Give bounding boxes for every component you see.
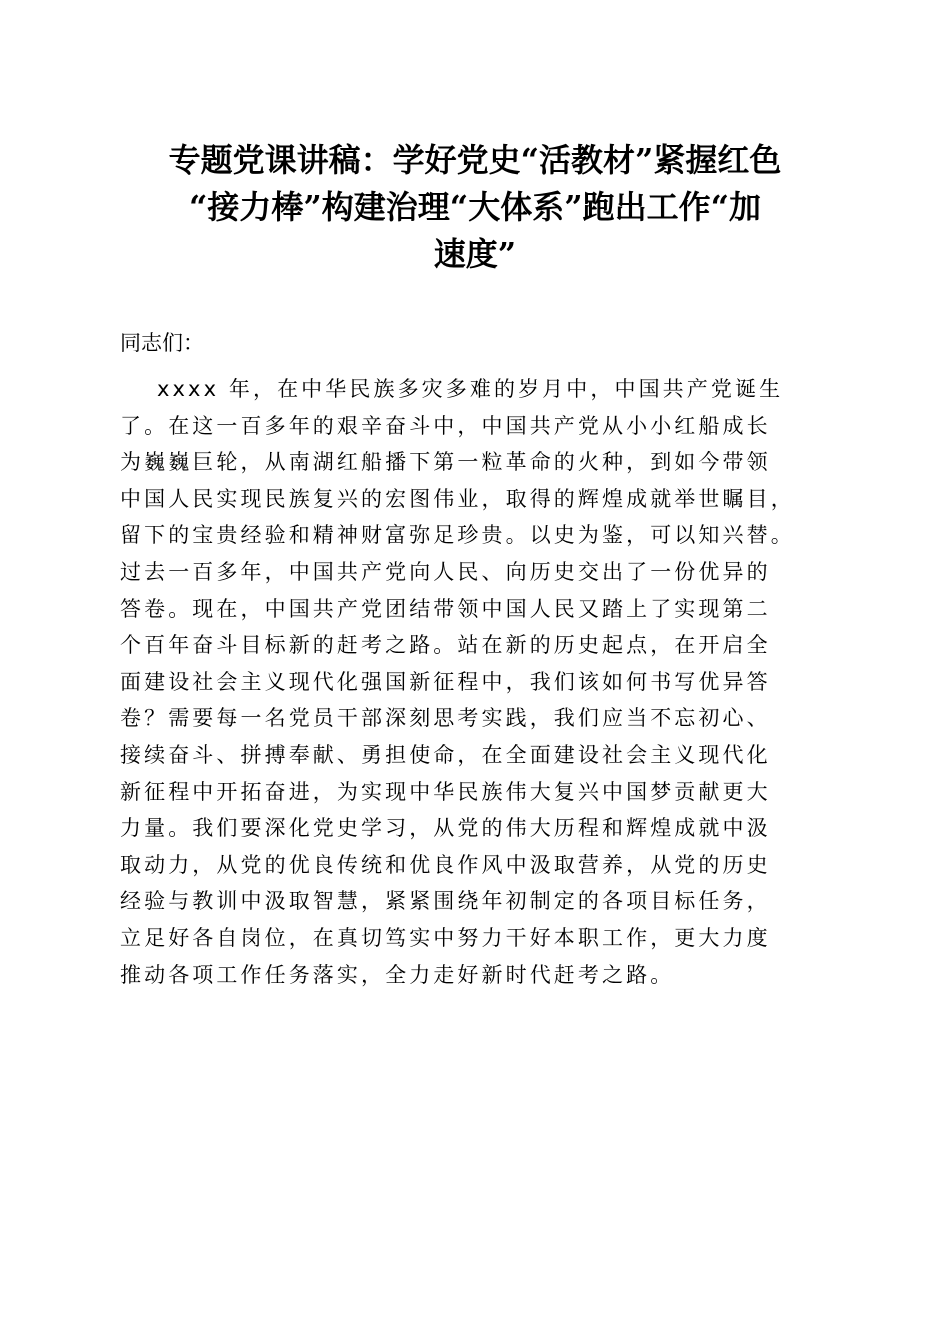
paragraph-line: 为巍巍巨轮，从南湖红船播下第一粒革命的火种，到如今带领 (120, 450, 771, 475)
paragraph-line: 接续奋斗、拼搏奉献、勇担使命，在全面建设社会主义现代化 (120, 742, 771, 767)
paragraph-line: 新征程中开拓奋进，为实现中华民族伟大复兴中国梦贡献更大 (120, 779, 771, 804)
paragraph-line: 经验与教训中汲取智慧，紧紧围绕年初制定的各项目标任务， (120, 889, 771, 914)
paragraph-line: 力量。我们要深化党史学习，从党的伟大历程和辉煌成就中汲 (120, 816, 771, 841)
title-line-3: 速度” (433, 235, 517, 273)
paragraph-line: 过去一百多年，中国共产党向人民、向历史交出了一份优异的 (120, 559, 771, 584)
paragraph-line: 面建设社会主义现代化强国新征程中，我们该如何书写优异答 (120, 669, 771, 694)
greeting: 同志们： (120, 331, 204, 355)
document-title (100, 137, 850, 278)
paragraph-line: 取动力，从党的优良传统和优良作风中汲取营养，从党的历史 (120, 852, 771, 877)
paragraph-line: 卷？需要每一名党员干部深刻思考实践，我们应当不忘初心、 (120, 706, 771, 731)
paragraph-line: 个百年奋斗目标新的赶考之路。站在新的历史起点，在开启全 (120, 633, 771, 658)
title-line-1: 专题党课讲稿：学好党史“活教材”紧握红色 (168, 141, 782, 179)
paragraph-line: 答卷。现在，中国共产党团结带领中国人民又踏上了实现第二 (120, 596, 771, 621)
paragraph-line: 中国人民实现民族复兴的宏图伟业，取得的辉煌成就举世瞩目， (120, 486, 795, 511)
paragraph-line: 立足好各自岗位，在真切笃实中努力干好本职工作，更大力度 (120, 925, 771, 950)
body-paragraph (120, 371, 850, 993)
paragraph-line: 了。在这一百多年的艰辛奋斗中，中国共产党从小小红船成长 (120, 413, 771, 438)
paragraph-line: xxxx 年，在中华民族多灾多难的岁月中，中国共产党诞生 (157, 377, 784, 401)
title-line-2: “接力棒”构建治理“大体系”跑出工作“加 (188, 188, 762, 226)
paragraph-line: 推动各项工作任务落实，全力走好新时代赶考之路。 (120, 962, 675, 987)
paragraph-line: 留下的宝贵经验和精神财富弥足珍贵。以史为鉴，可以知兴替。 (120, 523, 795, 548)
